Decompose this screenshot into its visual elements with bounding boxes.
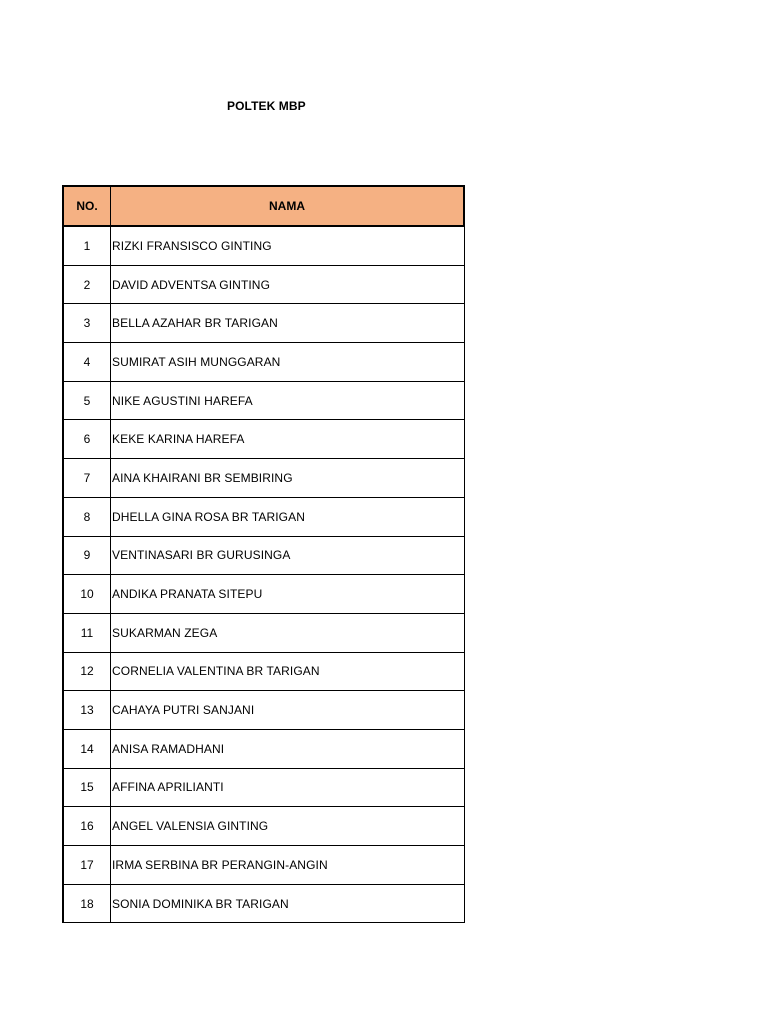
student-name: ANISA RAMADHANI [111, 729, 465, 768]
student-name: SUMIRAT ASIH MUNGGARAN [111, 343, 465, 382]
row-number: 12 [63, 652, 111, 691]
student-name: KEKE KARINA HAREFA [111, 420, 465, 459]
student-name: NIKE AGUSTINI HAREFA [111, 381, 465, 420]
table-row [63, 768, 464, 807]
row-number: 5 [63, 381, 111, 420]
page-title: POLTEK MBP [227, 99, 306, 113]
table-row [63, 381, 464, 420]
table-row [63, 575, 464, 614]
table-row [63, 304, 464, 343]
row-number: 10 [63, 575, 111, 614]
column-header-no: NO. [63, 186, 111, 226]
table-row [63, 343, 464, 382]
row-number: 3 [63, 304, 111, 343]
row-number: 17 [63, 846, 111, 885]
row-number: 14 [63, 729, 111, 768]
table-row [63, 807, 464, 846]
row-number: 9 [63, 536, 111, 575]
student-roster-table [62, 185, 465, 923]
student-name: CAHAYA PUTRI SANJANI [111, 691, 465, 730]
table-header-row [63, 186, 464, 226]
row-number: 2 [63, 265, 111, 304]
table-row [63, 652, 464, 691]
row-number: 7 [63, 459, 111, 498]
column-header-nama: NAMA [111, 186, 465, 226]
student-name: ANDIKA PRANATA SITEPU [111, 575, 465, 614]
table-row [63, 265, 464, 304]
student-name: DAVID ADVENTSA GINTING [111, 265, 465, 304]
table-row [63, 497, 464, 536]
table-row [63, 226, 464, 265]
row-number: 18 [63, 884, 111, 923]
student-name: AFFINA APRILIANTI [111, 768, 465, 807]
student-name: AINA KHAIRANI BR SEMBIRING [111, 459, 465, 498]
row-number: 4 [63, 343, 111, 382]
table-row [63, 884, 464, 923]
row-number: 1 [63, 226, 111, 265]
row-number: 8 [63, 497, 111, 536]
student-name: VENTINASARI BR GURUSINGA [111, 536, 465, 575]
student-name: RIZKI FRANSISCO GINTING [111, 226, 465, 265]
student-name: BELLA AZAHAR BR TARIGAN [111, 304, 465, 343]
student-name: IRMA SERBINA BR PERANGIN-ANGIN [111, 846, 465, 885]
student-name: CORNELIA VALENTINA BR TARIGAN [111, 652, 465, 691]
table-row [63, 846, 464, 885]
table-row [63, 691, 464, 730]
row-number: 6 [63, 420, 111, 459]
table-row [63, 536, 464, 575]
student-name: DHELLA GINA ROSA BR TARIGAN [111, 497, 465, 536]
table-row [63, 420, 464, 459]
student-name: ANGEL VALENSIA GINTING [111, 807, 465, 846]
table-row [63, 459, 464, 498]
table-row [63, 729, 464, 768]
row-number: 15 [63, 768, 111, 807]
row-number: 11 [63, 613, 111, 652]
table-body [63, 226, 464, 923]
row-number: 16 [63, 807, 111, 846]
student-name: SUKARMAN ZEGA [111, 613, 465, 652]
student-name: SONIA DOMINIKA BR TARIGAN [111, 884, 465, 923]
table-row [63, 613, 464, 652]
row-number: 13 [63, 691, 111, 730]
